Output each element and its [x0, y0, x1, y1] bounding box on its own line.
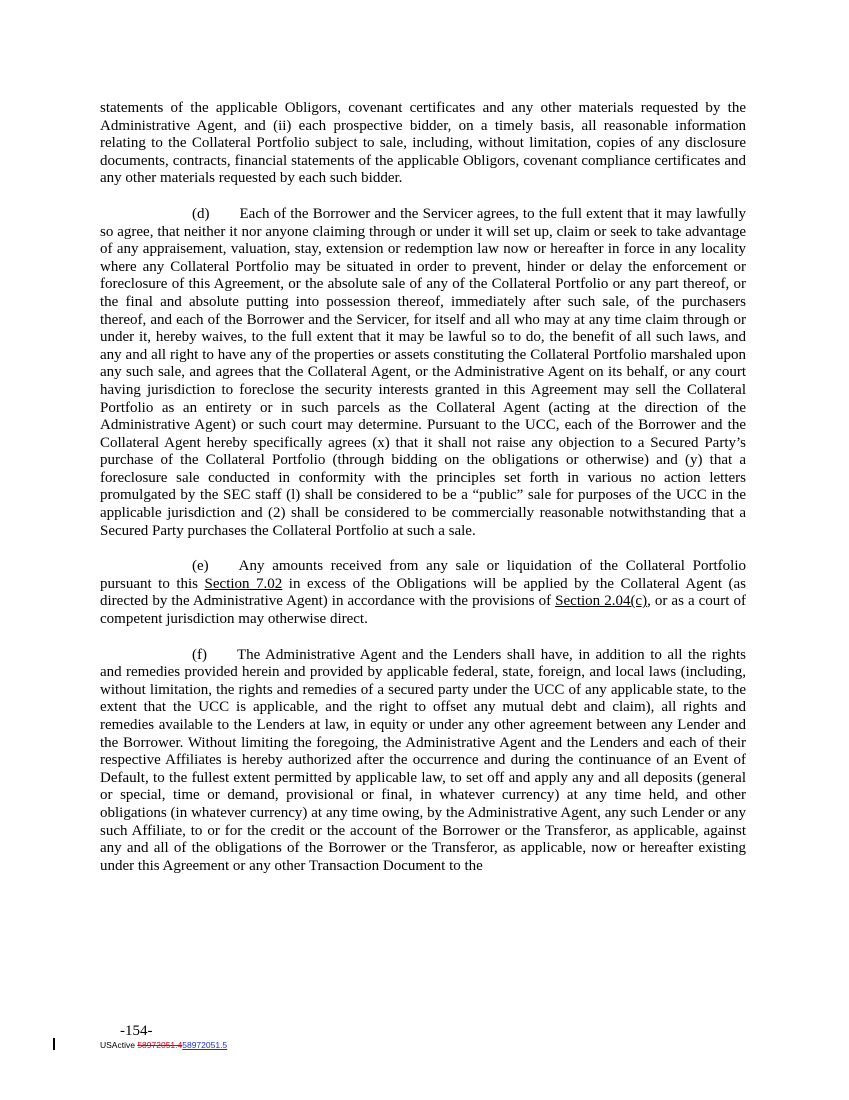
paragraph-e-marker: (e): [192, 558, 209, 575]
paragraph-e-text-3: , or as a court of competent jurisdiction may otherwise direct.: [100, 593, 747, 628]
footer-inserted-id: 58972051.5: [182, 1040, 228, 1050]
paragraph-f: [100, 647, 746, 876]
paragraph-d: [100, 206, 746, 540]
paragraph-continuation: statements of the applicable Obligors, covenant certificates and any other materials requested by the Administrative Agent, and (ii) each prospective bidder, on a timely basis, all reasonable information relating to the Collateral Portfolio subject to sale, including, without limitation, copies of any disclosure documents, contracts, financial statements of the applicable Obligors, covenant compliance certificates and any other materials requested by each such bidder.: [100, 100, 746, 187]
paragraph-d-text: Each of the Borrower and the Servicer agrees, to the full extent that it may lawfully so agree, that neither it nor anyone claiming through or under it will set up, claim or seek to take advantage of any appraisement, valuation, stay, extension or redemption law now or hereafter in force in any locality where any Collateral Portfolio may be situated in order to prevent, hinder or delay the enforcement or foreclosure of this Agreement, or the absolute sale of any of the Collateral Portfolio or any part thereof, or the final and absolute putting into possession thereof, immediately after such sale, of the purchasers thereof, and each of the Borrower and the Servicer, for itself and all who may at any time claim through or under it, hereby waives, to the full extent that it may be lawful so to do, the benefit of all such laws, and any and all right to have any of the properties or assets constituting the Collateral Portfolio marshaled upon any such sale, and agrees that the Collateral Agent, or the Administrative Agent on its behalf, or any court having jurisdiction to foreclose the security interests granted in this Agreement may sell the Collateral Portfolio as an entirety or in such parcels as the Collateral Agent (acting at the direction of the Administrative Agent) or such court may determine. Pursuant to the UCC, each of the Borrower and the Collateral Agent hereby specifically agrees (x) that it shall not raise any objection to a Secured Party’s purchase of the Collateral Portfolio (through bidding on the obligations or otherwise) and (y) that a foreclosure sale conducted in conformity with the principles set forth in various no action letters promulgated by the SEC staff (l) shall be considered to be a “public” sale for purposes of the UCC in the applicable jurisdiction and (2) shall be considered to be commercially reasonable notwithstanding that a Secured Party purchases the Collateral Portfolio at such a sale.: [100, 205, 746, 539]
paragraph-f-text: The Administrative Agent and the Lenders shall have, in addition to all the rights and remedies provided herein and provided by applicable federal, state, foreign, and local laws (including, without limitation, the rights and remedies of a secured party under the UCC of any applicable state, to the extent that the UCC is applicable, and the right to offset any mutual debt and claim), all rights and remedies available to the Lenders at law, in equity or under any other agreement between any Lender and the Borrower. Without limiting the foregoing, the Administrative Agent and the Lenders and each of their respective Affiliates is hereby authorized after the occurrence and during the continuance of an Event of Default, to the fullest extent permitted by applicable law, to set off and apply any and all deposits (general or special, time or demand, provisional or final, in whatever currency) at any time held, and other obligations (in whatever currency) at any time owing, by the Administrative Agent, any such Lender or any such Affiliate, to or for the credit or the account of the Borrower or the Transferor, as applicable, against any and all of the obligations of the Borrower or the Transferor, as applicable, now or hereafter existing under this Agreement or any other Transaction Document to the: [100, 646, 746, 874]
paragraph-f-marker: (f): [192, 646, 207, 663]
document-body: [100, 100, 746, 893]
paragraph-e-text-2: in excess of the Obligations will be applied by the Collateral Agent (as directed by the Administrative Agent) in accordance with the provisions of: [100, 575, 746, 610]
change-bar: [53, 1038, 55, 1050]
section-7-02-reference[interactable]: Section 7.02: [204, 575, 283, 592]
page-number: -154-: [120, 1023, 153, 1039]
paragraph-e: [100, 558, 746, 628]
paragraph-d-marker: (d): [192, 205, 210, 222]
paragraph-e-text-1: Any amounts received from any sale or liquidation of the Collateral Portfolio pursuant to this: [100, 558, 746, 592]
footer-doc-id: [100, 1040, 227, 1050]
footer-deleted-id: 58972051.4: [137, 1040, 183, 1050]
footer-label: USActive: [100, 1040, 138, 1050]
section-2-04c-reference[interactable]: Section 2.04(c): [555, 593, 648, 610]
